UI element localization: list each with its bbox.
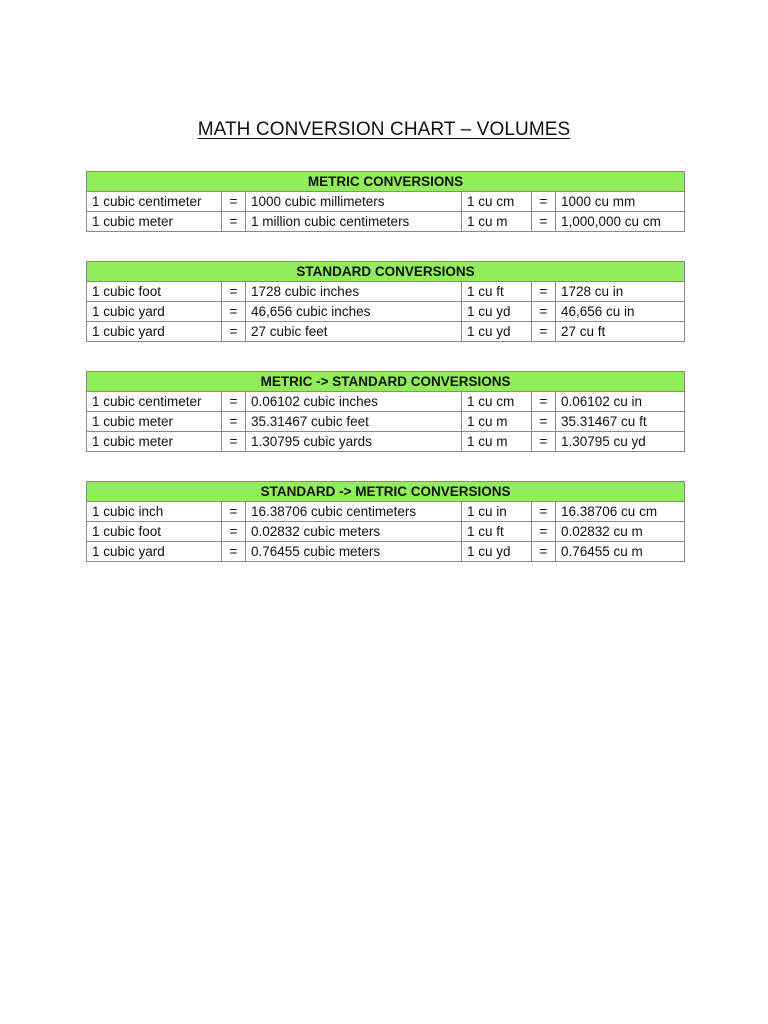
equals-cell: = [222,542,246,562]
equals-cell: = [532,302,556,322]
unit-abbrev-cell: 1 cu m [462,412,532,432]
equivalent-abbrev-cell: 1,000,000 cu cm [556,212,685,232]
unit-name-cell: 1 cubic meter [87,432,222,452]
equals-cell: = [532,432,556,452]
equals-cell: = [222,282,246,302]
unit-name-cell: 1 cubic yard [87,302,222,322]
equals-cell: = [532,392,556,412]
equivalent-cell: 46,656 cubic inches [246,302,462,322]
equivalent-abbrev-cell: 16.38706 cu cm [556,502,685,522]
standard-to-metric-table [86,481,685,562]
table-header-row [87,372,685,392]
unit-name-cell: 1 cubic meter [87,412,222,432]
table-row [87,302,685,322]
equivalent-abbrev-cell: 0.02832 cu m [556,522,685,542]
equals-cell: = [532,542,556,562]
unit-abbrev-cell: 1 cu m [462,212,532,232]
equivalent-cell: 1 million cubic centimeters [246,212,462,232]
equals-cell: = [222,302,246,322]
equals-cell: = [532,522,556,542]
table-row [87,502,685,522]
equals-cell: = [222,192,246,212]
unit-name-cell: 1 cubic yard [87,322,222,342]
unit-name-cell: 1 cubic yard [87,542,222,562]
equivalent-abbrev-cell: 0.06102 cu in [556,392,685,412]
equivalent-cell: 0.02832 cubic meters [246,522,462,542]
equivalent-cell: 1728 cubic inches [246,282,462,302]
unit-abbrev-cell: 1 cu cm [462,192,532,212]
unit-abbrev-cell: 1 cu in [462,502,532,522]
metric-to-standard-table [86,371,685,452]
equivalent-cell: 35.31467 cubic feet [246,412,462,432]
unit-abbrev-cell: 1 cu ft [462,522,532,542]
equivalent-abbrev-cell: 35.31467 cu ft [556,412,685,432]
table-row [87,432,685,452]
table-header-row [87,482,685,502]
table-row [87,542,685,562]
equals-cell: = [222,322,246,342]
unit-name-cell: 1 cubic centimeter [87,392,222,412]
table-header: STANDARD CONVERSIONS [87,262,685,282]
unit-name-cell: 1 cubic meter [87,212,222,232]
equals-cell: = [532,282,556,302]
unit-abbrev-cell: 1 cu ft [462,282,532,302]
equivalent-abbrev-cell: 1.30795 cu yd [556,432,685,452]
table-header: STANDARD -> METRIC CONVERSIONS [87,482,685,502]
table-header-row [87,262,685,282]
equivalent-cell: 16.38706 cubic centimeters [246,502,462,522]
metric-conversions-table [86,171,685,232]
unit-abbrev-cell: 1 cu yd [462,542,532,562]
equivalent-abbrev-cell: 1728 cu in [556,282,685,302]
equals-cell: = [222,502,246,522]
unit-name-cell: 1 cubic inch [87,502,222,522]
equivalent-cell: 0.76455 cubic meters [246,542,462,562]
equivalent-cell: 27 cubic feet [246,322,462,342]
equals-cell: = [532,412,556,432]
equals-cell: = [222,392,246,412]
equivalent-cell: 0.06102 cubic inches [246,392,462,412]
equals-cell: = [222,432,246,452]
equals-cell: = [222,522,246,542]
table-header-row [87,172,685,192]
equivalent-abbrev-cell: 1000 cu mm [556,192,685,212]
equivalent-abbrev-cell: 46,656 cu in [556,302,685,322]
unit-abbrev-cell: 1 cu cm [462,392,532,412]
table-row [87,322,685,342]
equals-cell: = [532,212,556,232]
unit-name-cell: 1 cubic foot [87,282,222,302]
equals-cell: = [222,412,246,432]
table-row [87,282,685,302]
table-header: METRIC CONVERSIONS [87,172,685,192]
table-row [87,192,685,212]
table-header: METRIC -> STANDARD CONVERSIONS [87,372,685,392]
equals-cell: = [532,502,556,522]
equivalent-cell: 1.30795 cubic yards [246,432,462,452]
unit-abbrev-cell: 1 cu m [462,432,532,452]
standard-conversions-table [86,261,685,342]
table-row [87,412,685,432]
table-row [87,522,685,542]
equivalent-abbrev-cell: 0.76455 cu m [556,542,685,562]
equivalent-abbrev-cell: 27 cu ft [556,322,685,342]
equivalent-cell: 1000 cubic millimeters [246,192,462,212]
equals-cell: = [532,192,556,212]
unit-name-cell: 1 cubic foot [87,522,222,542]
table-row [87,392,685,412]
unit-abbrev-cell: 1 cu yd [462,302,532,322]
table-row [87,212,685,232]
unit-name-cell: 1 cubic centimeter [87,192,222,212]
equals-cell: = [222,212,246,232]
equals-cell: = [532,322,556,342]
page-title: MATH CONVERSION CHART – VOLUMES [197,119,571,140]
unit-abbrev-cell: 1 cu yd [462,322,532,342]
